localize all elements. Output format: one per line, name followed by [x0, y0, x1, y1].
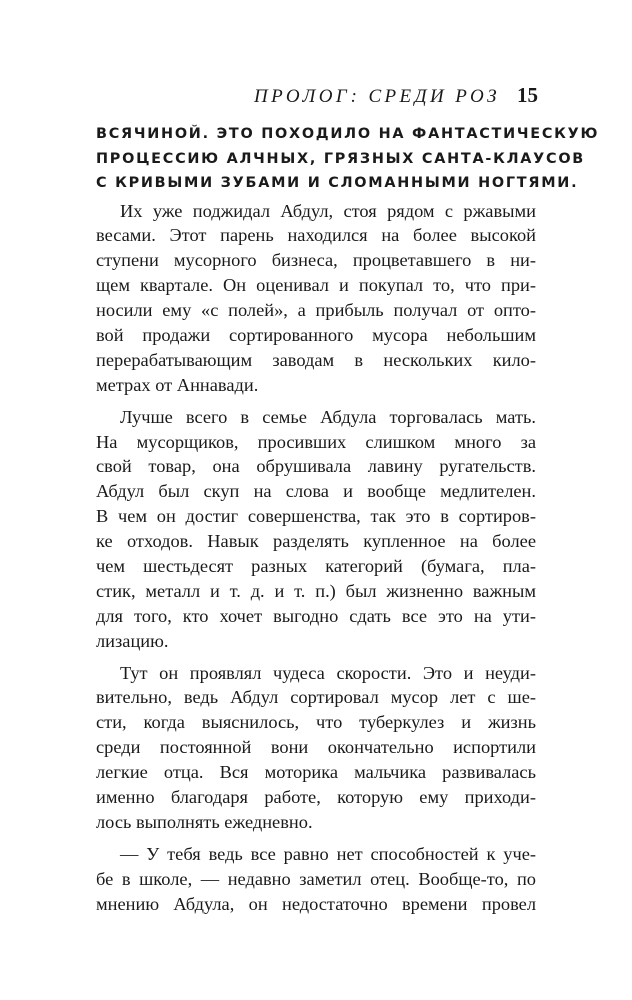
text-line: для того, кто хочет выгодно сдать все это на ути- — [96, 605, 536, 626]
text-line: перерабатывающим заводам в нескольких кило- — [96, 349, 536, 370]
text-line: носили ему «с полей», а прибыль получал от опто- — [96, 300, 536, 321]
text-line: В чем он достиг совершенства, так это в сортиров- — [96, 506, 536, 527]
paragraph — [96, 842, 536, 917]
page-number: 15 — [517, 83, 538, 107]
text-line: бе в школе, — недавно заметил отец. Вообще-то, по — [96, 868, 536, 889]
text-line: легкие отца. Вся моторика мальчика развивалась — [96, 762, 536, 783]
text-line: чем шестьдесят разных категорий (бумага, пла- — [96, 555, 536, 576]
text-line: ке отходов. Навык разделять купленное на более — [96, 531, 536, 552]
page-body — [96, 122, 600, 923]
text-line: Тут он проявлял чудеса скорости. Это и неуди- — [120, 662, 536, 683]
text-line: ступени мусорного бизнеса, процветавшего в ни- — [96, 250, 536, 271]
text-line: Их уже поджидал Абдул, стоя рядом с ржавыми — [120, 200, 536, 221]
text-line: вительно, ведь Абдул сортировал мусор лет с ше- — [96, 687, 536, 708]
text-line: лизацию. — [96, 630, 169, 651]
caps-line: С КРИВЫМИ ЗУБАМИ И СЛОМАННЫМИ НОГТЯМИ. — [96, 175, 579, 191]
lead-in-caps — [96, 122, 600, 196]
prose — [96, 199, 536, 917]
paragraph — [96, 199, 536, 398]
text-line: свой товар, она обрушивала лавину ругательств. — [96, 456, 536, 477]
text-line: мнению Абдула, он недостаточно времени провел — [96, 893, 536, 914]
paragraph — [96, 405, 536, 654]
text-line: На мусорщиков, просивших слишком много за — [96, 431, 536, 452]
running-title: ПРОЛОГ: СРЕДИ РОЗ — [253, 86, 500, 107]
text-line: лось выполнять ежедневно. — [96, 811, 313, 832]
text-line: среди постоянной вони окончательно испортили — [96, 737, 536, 758]
caps-line: ВСЯЧИНОЙ. ЭТО ПОХОДИЛО НА ФАНТАСТИЧЕСКУЮ — [96, 126, 600, 142]
text-line: метрах от Аннавади. — [96, 374, 259, 395]
caps-line: ПРОЦЕССИЮ АЛЧНЫХ, ГРЯЗНЫХ САНТА-КЛАУСОВ — [96, 150, 586, 167]
text-line: — У тебя ведь все равно нет способностей к уче- — [120, 843, 536, 864]
text-line: стик, металл и т. д. и т. п.) был жизненно важным — [96, 580, 536, 601]
text-line: вой продажи сортированного мусора небольшим — [96, 324, 536, 345]
paragraph — [96, 661, 536, 835]
text-line: Лучше всего в семье Абдула торговалась мать. — [120, 406, 536, 427]
text-line: именно благодаря работе, которую ему приходи- — [96, 786, 536, 807]
text-line: щем квартале. Он оценивал и покупал то, что при- — [96, 275, 536, 296]
text-line: Абдул был скуп на слова и вообще медлителен. — [96, 481, 536, 502]
text-line: весами. Этот парень находился на более высокой — [96, 225, 536, 246]
running-head — [0, 83, 632, 114]
text-line: сти, когда выяснилось, что туберкулез и жизнь — [96, 712, 536, 733]
